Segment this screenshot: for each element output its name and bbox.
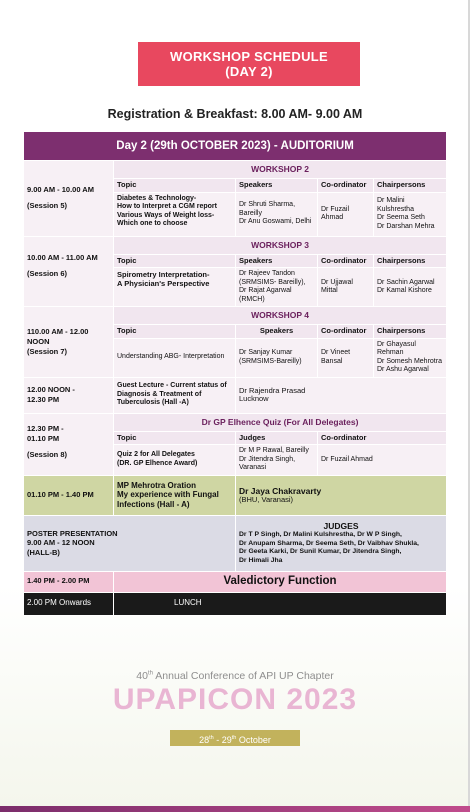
conference-line	[0, 670, 470, 682]
valedictory-label: Valedictory Function	[114, 571, 447, 592]
quiz-session: (Session 8)	[27, 449, 68, 459]
quiz-judges-header: Judges	[236, 431, 318, 445]
ws3-coordinator: Dr Ujjawal Mittal	[318, 268, 374, 307]
ws2-topic-line: Various Ways of Weight loss-	[117, 211, 215, 219]
ws4-name: WORKSHOP 4	[114, 307, 447, 325]
poster-line: 9.00 AM - 12 NOON	[27, 538, 95, 548]
oration-speaker: Dr Jaya Chakravarty	[239, 485, 322, 496]
date-month: October	[236, 735, 271, 745]
ws2-coordinator: Dr Fuzail Ahmad	[318, 192, 374, 236]
quiz-time-2: 01.10 PM	[27, 433, 60, 443]
ws2-session: (Session 5)	[27, 201, 68, 211]
guest-speaker-line: Lucknow	[239, 394, 269, 403]
poster-line: POSTER PRESENTATION	[27, 528, 118, 538]
ws4-session: (Session 7)	[27, 346, 68, 356]
date-end: - 29	[213, 735, 232, 745]
ws4-topic: Understanding ABG- Interpretation	[114, 338, 236, 377]
ws2-time: 9.00 AM - 10.00 AM	[27, 185, 94, 195]
guest-topic	[114, 377, 236, 413]
quiz-judge: Dr Jitendra Singh, Varanasi	[239, 455, 296, 471]
oration-time: 01.10 PM - 1.40 PM	[24, 475, 114, 515]
ws4-speakers-header: Speakers	[236, 325, 318, 339]
ws4-time-2: NOON	[27, 336, 50, 346]
title-line-2: (DAY 2)	[225, 64, 273, 79]
guest-time-cell	[24, 377, 114, 413]
ws4-speakers	[236, 338, 318, 377]
ws4-speaker: Dr Sanjay Kumar	[239, 349, 293, 356]
ws2-speaker: Dr Shruti Sharma, Bareilly	[239, 201, 296, 217]
ws3-speakers-header: Speakers	[236, 254, 318, 268]
lunch-label: LUNCH	[114, 592, 447, 615]
quiz-topic	[114, 445, 236, 476]
quiz-time-cell	[24, 413, 114, 475]
ws3-chairperson: Dr Sachin Agarwal	[377, 278, 435, 286]
ws2-chairperson: Dr Seema Seth	[377, 214, 425, 221]
ws3-chairperson: Dr Kamal Kishore	[377, 287, 432, 294]
poster-judges-title: JUDGES	[323, 521, 359, 531]
ws3-chairpersons	[374, 268, 447, 307]
ws2-topic-header: Topic	[114, 179, 236, 193]
ws3-session: (Session 6)	[27, 268, 68, 278]
ws3-topic-header: Topic	[114, 254, 236, 268]
ws3-time: 10.00 AM - 11.00 AM	[27, 252, 98, 262]
ws2-topic-line: Diabetes & Technology-	[117, 194, 197, 202]
ws3-name: WORKSHOP 3	[114, 236, 447, 254]
poster-judges-line: Dr Himali Jha	[239, 556, 283, 564]
poster-judges-line: Dr Anupam Sharma, Dr Seema Seth, Dr Vaibhav Shukla,	[239, 539, 419, 547]
quiz-judges	[236, 445, 318, 476]
poster-line: (HALL-B)	[27, 547, 60, 557]
quiz-topic-line: Quiz 2 for All Delegates	[117, 451, 195, 459]
quiz-topic-line: (DR. GP Elhence Award)	[117, 459, 198, 467]
ws3-speaker: (SRMSIMS- Bareilly),	[239, 278, 306, 286]
ws4-time-1: 110.00 AM - 12.00	[27, 326, 89, 336]
conference-text: Annual Conference of API UP Chapter	[152, 670, 334, 682]
ws2-speaker: Dr Anu Goswami, Delhi	[239, 218, 312, 226]
quiz-judge: Dr M P Rawal, Bareilly	[239, 447, 309, 454]
ws2-chairpersons-header: Chairpersons	[374, 179, 447, 193]
conference-number-suffix: th	[147, 670, 153, 677]
ws3-time-cell	[24, 236, 114, 307]
title-line-1: WORKSHOP SCHEDULE	[170, 49, 328, 64]
poster-judges-line: Dr Geeta Karki, Dr Sunil Kumar, Dr Jitendra Singh,	[239, 548, 402, 555]
oration-speaker-cell	[236, 475, 447, 515]
ws2-topic	[114, 192, 236, 236]
ws4-coordinator: Dr Vineet Bansal	[318, 338, 374, 377]
schedule-table	[23, 131, 447, 616]
schedule-title	[138, 42, 360, 86]
conference-number: 40	[136, 670, 148, 682]
ws2-speakers	[236, 192, 318, 236]
quiz-coordinator: Dr Fuzail Ahmad	[318, 445, 447, 476]
day-header: Day 2 (29th OCTOBER 2023) - AUDITORIUM	[24, 132, 447, 161]
ws3-topic-line: A Physician's Perspective	[117, 279, 210, 288]
ws3-coordinator-header: Co-ordinator	[318, 254, 374, 268]
valedictory-time: 1.40 PM - 2.00 PM	[24, 571, 114, 592]
ws4-topic-header: Topic	[114, 325, 236, 339]
ws3-topic	[114, 268, 236, 307]
guest-speaker-line: Dr Rajendra Prasad	[239, 385, 306, 395]
conference-dates	[170, 730, 300, 746]
ws2-coordinator-header: Co-ordinator	[318, 179, 374, 193]
quiz-title: Dr GP Elhence Quiz (For All Delegates)	[114, 413, 447, 431]
guest-topic-line: Diagnosis & Treatment of	[117, 390, 202, 398]
ws2-chairperson: Dr Darshan Mehra	[377, 222, 435, 230]
ws4-chairperson: Dr Ashu Agarwal	[377, 366, 429, 373]
ws4-speaker: (SRMSIMS-Bareilly)	[239, 357, 302, 365]
ws3-speakers	[236, 268, 318, 307]
ws4-chairperson: Dr Somesh Mehrotra	[377, 357, 442, 365]
ws2-speakers-header: Speakers	[236, 179, 318, 193]
oration-topic	[114, 475, 236, 515]
ws3-chairpersons-header: Chairpersons	[374, 254, 447, 268]
ws2-chairpersons	[374, 192, 447, 236]
ws2-chairperson: Dr Malini Kulshrestha	[377, 197, 414, 213]
quiz-time-1: 12.30 PM -	[27, 423, 64, 433]
ws4-coordinator-header: Co-ordinator	[318, 325, 374, 339]
ws4-chairperson: Dr Ghayasul Rehman	[377, 340, 416, 356]
ws3-speaker: Dr Rajat Agarwal (RMCH)	[239, 287, 292, 303]
poster-judges	[236, 515, 447, 571]
date-start-suffix: th	[209, 735, 214, 741]
ws3-speaker: Dr Rajeev Tandon	[239, 270, 295, 277]
guest-topic-line: Tuberculosis (Hall -A)	[117, 399, 189, 407]
date-end-suffix: th	[231, 735, 237, 741]
lunch-time: 2.00 PM Onwards	[24, 592, 114, 615]
poster-presentation	[24, 515, 236, 571]
ws3-topic-line: Spirometry Interpretation-	[117, 270, 210, 279]
oration-topic-line: My experience with Fungal	[117, 490, 219, 500]
ws4-time-cell	[24, 307, 114, 378]
brand-logo: UPAPICON 2023	[112, 683, 358, 716]
registration-note: Registration & Breakfast: 8.00 AM- 9.00 AM	[107, 107, 363, 121]
oration-topic-line: Infections (Hall - A)	[117, 499, 190, 509]
oration-topic-line: MP Mehrotra Oration	[117, 480, 196, 490]
date-start: 28	[199, 735, 210, 745]
poster-judges-line: Dr T P Singh, Dr Malini Kulshrestha, Dr W P Singh,	[239, 531, 402, 538]
ws2-time-cell	[24, 161, 114, 237]
guest-time-1: 12.00 NOON -	[27, 385, 75, 394]
ws2-name: WORKSHOP 2	[114, 161, 447, 179]
guest-time-2: 12.30 PM	[27, 395, 60, 404]
guest-speaker	[236, 377, 447, 413]
ws2-topic-line: Which one to choose	[117, 220, 188, 227]
bottom-accent-bar	[0, 806, 470, 812]
ws4-chairpersons-header: Chairpersons	[374, 325, 447, 339]
quiz-coordinator-header: Co-ordinator	[318, 431, 447, 445]
oration-speaker-affiliation: (BHU, Varanasi)	[239, 494, 294, 504]
ws4-chairpersons	[374, 338, 447, 377]
quiz-topic-header: Topic	[114, 431, 236, 445]
ws2-topic-line: How to Interpret a CGM report	[117, 203, 217, 210]
guest-topic-line: Guest Lecture - Current status of	[117, 382, 227, 390]
